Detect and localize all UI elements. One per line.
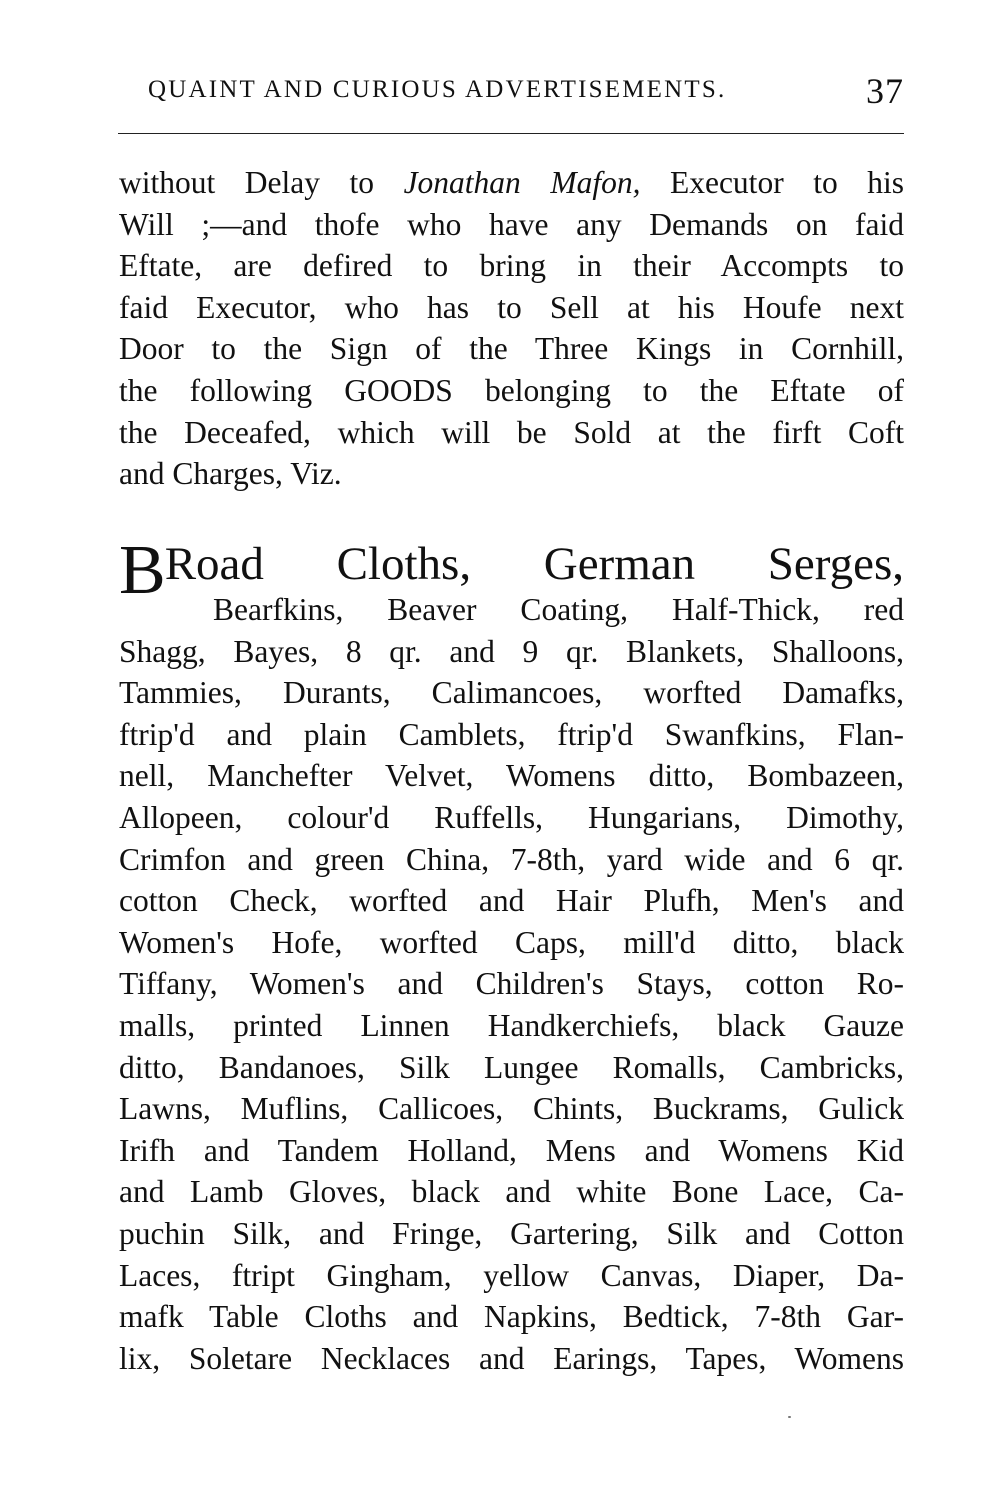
text-line: Lawns, Muflins, Callicoes, Chints, Buckrams, Gulick <box>119 1091 904 1127</box>
text-line: Shagg, Bayes, 8 qr. and 9 qr. Blankets, Shalloons, <box>119 633 904 669</box>
text-run: without Delay to <box>119 165 404 200</box>
text-line: Tiffany, Women's and Children's Stays, cotton Ro- <box>119 966 904 1002</box>
text-line: Irifh and Tandem Holland, Mens and Womens Kid <box>119 1132 904 1168</box>
text-line: Women's Hofe, worfted Caps, mill'd ditto, black <box>119 924 904 960</box>
text-line: Crimfon and green China, 7-8th, yard wide and 6 qr. <box>119 841 904 877</box>
heading-text: Road Cloths, German Serges, <box>164 538 904 590</box>
intro-paragraph <box>119 162 904 495</box>
text-line <box>119 162 904 204</box>
text-line: Will ;—and thofe who have any Demands on faid <box>119 206 904 242</box>
text-line: Tammies, Durants, Calimancoes, worfted Damafks, <box>119 675 904 711</box>
text-line: nell, Manchefter Velvet, Womens ditto, Bombazeen, <box>119 758 904 794</box>
text-line: Door to the Sign of the Three Kings in Cornhill, <box>119 331 904 367</box>
goods-list-paragraph <box>119 589 904 1379</box>
text-line: Eftate, are defired to bring in their Accompts to <box>119 248 904 284</box>
text-run: Executor to his <box>640 165 904 200</box>
text-line: Allopeen, colour'd Ruffells, Hungarians, Dimothy, <box>119 799 904 835</box>
text-line: the following GOODS belonging to the Eftate of <box>119 372 904 408</box>
text-line: the Deceafed, which will be Sold at the firft Coft <box>119 414 904 450</box>
text-line: ditto, Bandanoes, Silk Lungee Romalls, Cambricks, <box>119 1049 904 1085</box>
page-header <box>148 72 904 112</box>
executor-name: Jonathan Mafon, <box>403 165 641 200</box>
text-line: lix, Soletare Necklaces and Earings, Tapes, Womens <box>119 1340 904 1376</box>
text-line: mafk Table Cloths and Napkins, Bedtick, 7-8th Gar- <box>119 1299 904 1335</box>
text-line: cotton Check, worfted and Hair Plufh, Men's and <box>119 883 904 919</box>
text-line: Laces, ftript Gingham, yellow Canvas, Diaper, Da- <box>119 1257 904 1293</box>
text-line: Bearfkins, Beaver Coating, Half-Thick, red <box>213 592 904 627</box>
header-rule <box>118 133 904 134</box>
goods-heading <box>119 526 904 609</box>
text-line: and Charges, Viz. <box>119 456 342 492</box>
text-line: malls, printed Linnen Handkerchiefs, black Gauze <box>119 1007 904 1043</box>
running-title: QUAINT AND CURIOUS ADVERTISEMENTS. <box>148 76 727 103</box>
print-speck <box>788 1416 791 1418</box>
drop-cap: B <box>119 532 166 609</box>
text-line: ftrip'd and plain Camblets, ftrip'd Swanfkins, Flan- <box>119 716 904 752</box>
text-line: faid Executor, who has to Sell at his Houfe next <box>119 289 904 325</box>
page-number: 37 <box>866 71 904 111</box>
text-line: and Lamb Gloves, black and white Bone Lace, Ca- <box>119 1174 904 1210</box>
text-line: puchin Silk, and Fringe, Gartering, Silk and Cotton <box>119 1215 904 1251</box>
